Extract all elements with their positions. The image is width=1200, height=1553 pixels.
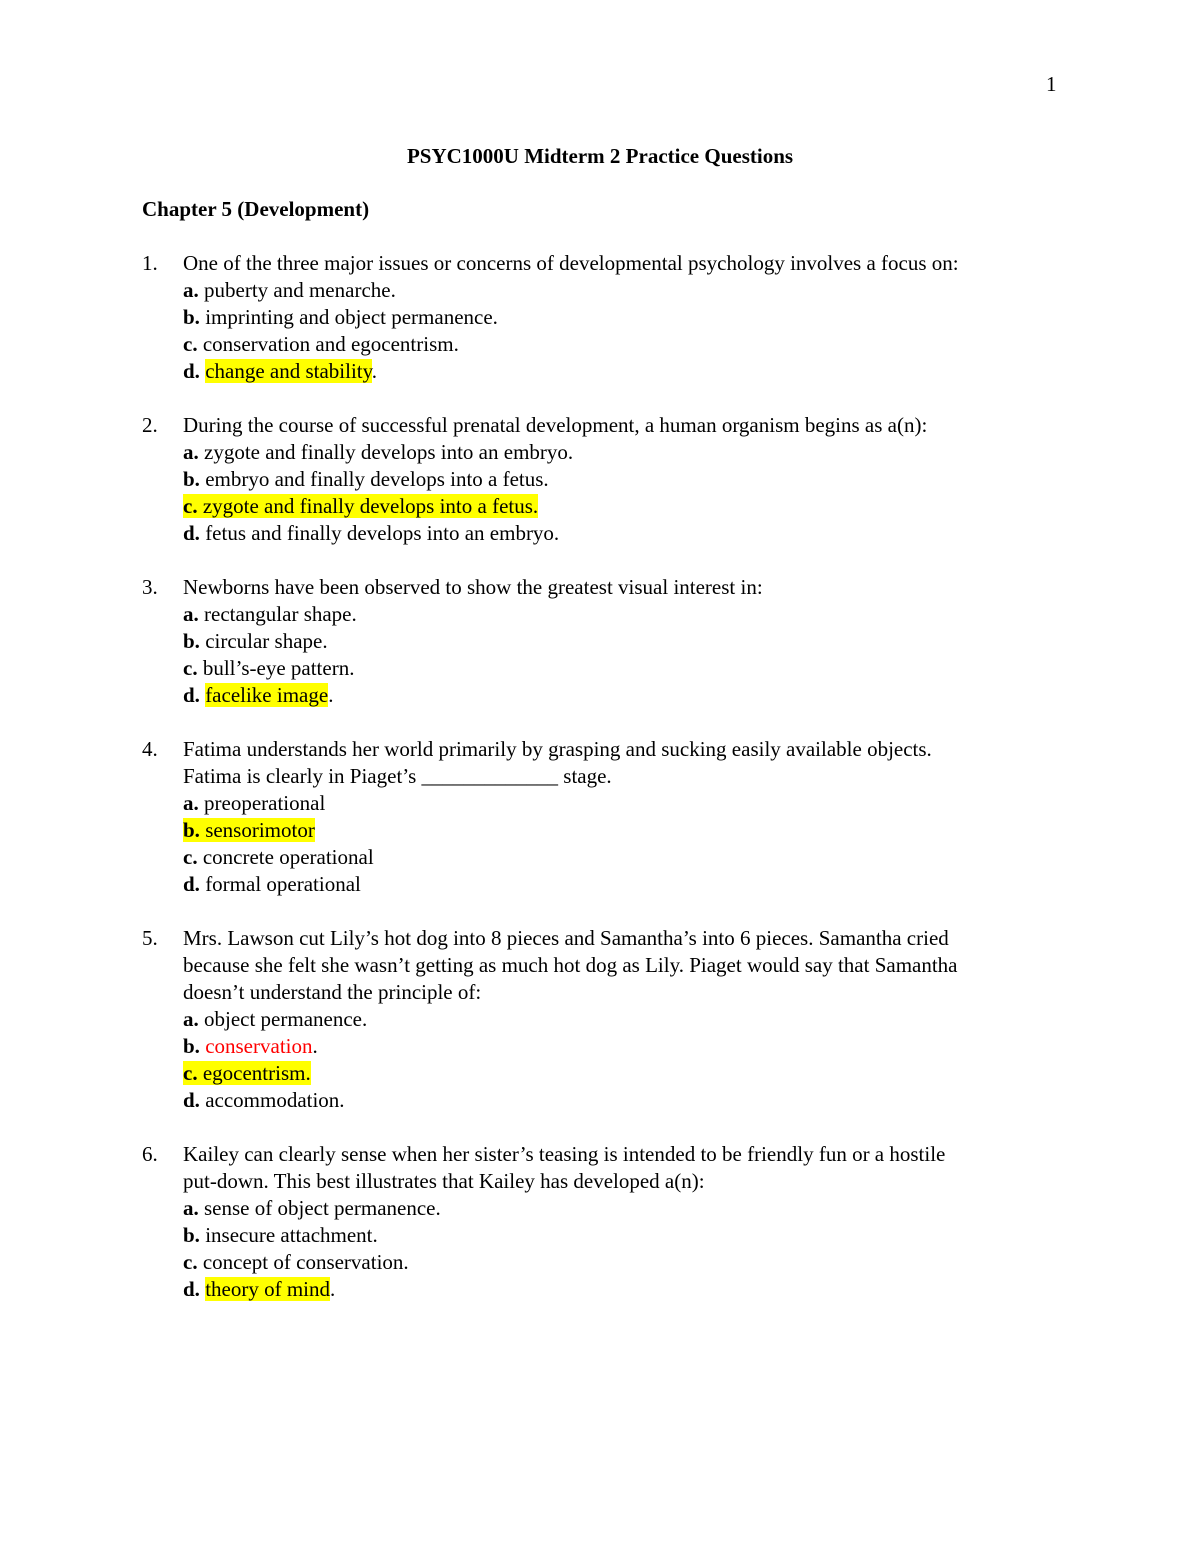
question-stem: [142, 736, 1072, 790]
option-punctuation: .: [371, 359, 378, 383]
answer-option: [183, 277, 1072, 304]
option-content: [183, 1277, 330, 1301]
option-letter: a.: [183, 791, 199, 815]
option-content: [183, 521, 559, 545]
option-letter: d.: [183, 872, 200, 896]
option-content: [183, 1061, 311, 1085]
option-text: embryo and finally develops into a fetus.: [205, 467, 549, 491]
option-text: sense of object permanence.: [204, 1196, 441, 1220]
option-letter: c.: [183, 494, 198, 518]
option-text-highlighted: change and stability: [205, 359, 372, 383]
option-content: [183, 332, 459, 356]
option-letter: d.: [183, 521, 200, 545]
answer-option: [183, 844, 1072, 871]
option-letter: a.: [183, 440, 199, 464]
option-text: concept of conservation.: [202, 1250, 409, 1274]
option-text: rectangular shape.: [204, 602, 357, 626]
option-letter: a.: [183, 278, 199, 302]
option-letter: d.: [183, 1277, 200, 1301]
answer-option: [183, 358, 1072, 385]
option-text: zygote and finally develops into an embryo.: [204, 440, 574, 464]
option-letter: c.: [183, 1250, 198, 1274]
option-content: [183, 1088, 345, 1112]
option-letter: b.: [183, 1223, 200, 1247]
option-text: preoperational: [204, 791, 326, 815]
answer-option: [183, 1006, 1072, 1033]
question-item: [142, 736, 1072, 898]
answer-option: [183, 628, 1072, 655]
answer-option: [183, 1249, 1072, 1276]
option-text-highlighted: theory of mind: [205, 1277, 330, 1301]
option-content: [183, 629, 328, 653]
answer-option: [183, 304, 1072, 331]
question-stem: [142, 1141, 1072, 1195]
answer-option: [183, 682, 1072, 709]
option-letter: b.: [183, 1034, 200, 1058]
question-text: Kailey can clearly sense when her sister’s teasing is intended to be friendly fun or a hostile put-down. This best illustrates that Kailey has developed a(n):: [183, 1142, 946, 1193]
option-text-red: conservation: [205, 1034, 313, 1058]
option-content: [183, 656, 354, 680]
answer-option: [183, 1033, 1072, 1060]
option-text: accommodation.: [205, 1088, 345, 1112]
option-text-highlighted: egocentrism.: [202, 1061, 311, 1085]
question-stem: [142, 925, 1072, 1006]
option-letter: b.: [183, 467, 200, 491]
option-content: [183, 467, 549, 491]
option-punctuation: .: [328, 683, 334, 707]
option-letter: d.: [183, 359, 200, 383]
option-content: [183, 494, 538, 518]
question-text: Mrs. Lawson cut Lily’s hot dog into 8 pieces and Samantha’s into 6 pieces. Samantha cried because she felt she wasn’t getting as much hot dog as Lily. Piaget would say that Samantha doesn’t understand the principle of:: [183, 926, 958, 1004]
option-text: object permanence.: [204, 1007, 368, 1031]
option-letter: a.: [183, 1196, 199, 1220]
option-content: [183, 1007, 367, 1031]
option-content: [183, 440, 573, 464]
option-text: bull’s-eye pattern.: [202, 656, 355, 680]
option-letter: b.: [183, 629, 200, 653]
answer-option: [183, 655, 1072, 682]
question-number: 1.: [142, 251, 158, 275]
option-content: [183, 845, 374, 869]
question-text: Newborns have been observed to show the greatest visual interest in:: [183, 575, 763, 599]
option-letter: b.: [183, 305, 200, 329]
document-title: PSYC1000U Midterm 2 Practice Questions: [406, 144, 794, 168]
question-text: Fatima understands her world primarily by grasping and sucking easily available objects. Fatima is clearly in Piaget’s _____________ stage.: [183, 737, 932, 788]
page-number: 1: [1046, 72, 1057, 96]
option-letter: b.: [183, 818, 200, 842]
option-content: [183, 1250, 409, 1274]
option-letter: a.: [183, 602, 199, 626]
answer-option: [183, 439, 1072, 466]
option-content: [183, 1034, 312, 1058]
question-item: [142, 250, 1072, 385]
answer-option: [183, 601, 1072, 628]
question-stem: [142, 250, 1072, 277]
option-text: imprinting and object permanence.: [205, 305, 498, 329]
option-punctuation: .: [330, 1277, 336, 1301]
answer-option: [183, 520, 1072, 547]
option-text: formal operational: [205, 872, 361, 896]
answer-option: [183, 1195, 1072, 1222]
answer-option: [183, 1060, 1072, 1087]
option-content: [183, 683, 328, 707]
answer-option: [183, 1222, 1072, 1249]
option-letter: c.: [183, 845, 198, 869]
question-number: 2.: [142, 413, 158, 437]
option-text: insecure attachment.: [205, 1223, 378, 1247]
question-item: [142, 925, 1072, 1114]
answer-option: [183, 1276, 1072, 1303]
option-content: [183, 1223, 378, 1247]
answer-option: [183, 466, 1072, 493]
option-punctuation: .: [312, 1034, 318, 1058]
option-letter: a.: [183, 1007, 199, 1031]
option-text-highlighted: facelike image: [205, 683, 329, 707]
answer-option: [183, 331, 1072, 358]
option-text-highlighted: sensorimotor: [205, 818, 315, 842]
option-content: [183, 791, 325, 815]
option-letter: c.: [183, 1061, 198, 1085]
question-number: 3.: [142, 575, 158, 599]
answer-option: [183, 493, 1072, 520]
answer-option: [183, 871, 1072, 898]
answer-option: [183, 817, 1072, 844]
question-list: [142, 250, 1072, 1330]
question-item: [142, 412, 1072, 547]
option-content: [183, 872, 361, 896]
option-letter: c.: [183, 332, 198, 356]
question-item: [142, 1141, 1072, 1303]
question-stem: [142, 574, 1072, 601]
question-number: 6.: [142, 1142, 158, 1166]
option-content: [183, 818, 315, 842]
question-number: 5.: [142, 926, 158, 950]
option-letter: d.: [183, 1088, 200, 1112]
option-content: [183, 305, 498, 329]
option-content: [183, 278, 396, 302]
option-letter: c.: [183, 656, 198, 680]
option-text: conservation and egocentrism.: [202, 332, 459, 356]
answer-option: [183, 790, 1072, 817]
question-text: One of the three major issues or concerns of developmental psychology involves a focus on:: [183, 251, 959, 275]
question-stem: [142, 412, 1072, 439]
question-text: During the course of successful prenatal development, a human organism begins as a(n):: [183, 413, 928, 437]
answer-option: [183, 1087, 1072, 1114]
option-content: [183, 359, 372, 383]
question-item: [142, 574, 1072, 709]
option-content: [183, 602, 357, 626]
option-text: puberty and menarche.: [204, 278, 396, 302]
option-text-highlighted: zygote and finally develops into a fetus.: [202, 494, 539, 518]
option-letter: d.: [183, 683, 200, 707]
question-number: 4.: [142, 737, 158, 761]
option-text: fetus and finally develops into an embryo.: [205, 521, 560, 545]
chapter-heading: Chapter 5 (Development): [142, 197, 370, 221]
option-content: [183, 1196, 441, 1220]
option-text: concrete operational: [202, 845, 374, 869]
option-text: circular shape.: [205, 629, 328, 653]
